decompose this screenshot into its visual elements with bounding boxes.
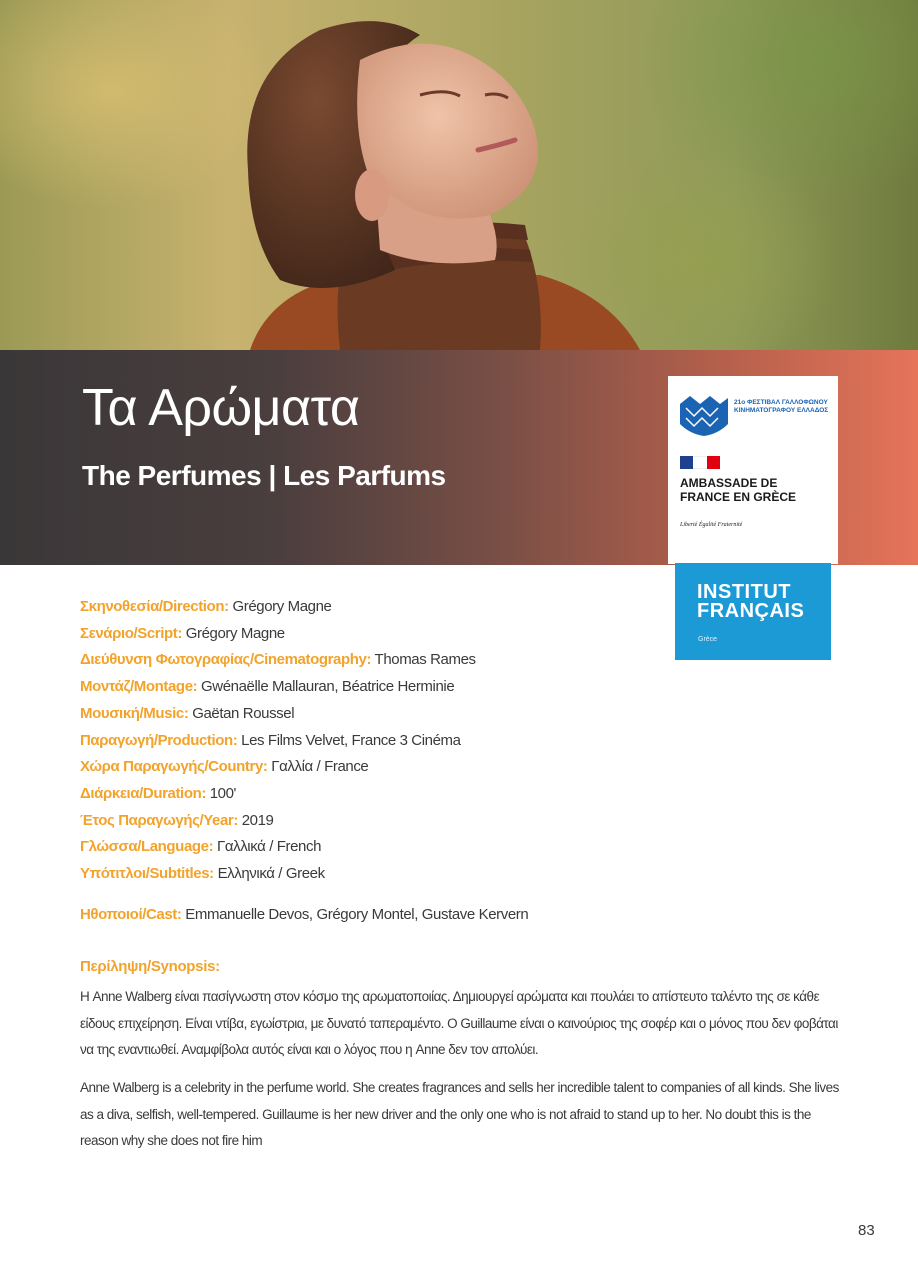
cast-value: Emmanuelle Devos, Grégory Montel, Gustave Kervern (181, 906, 529, 923)
credit-value: Grégory Magne (228, 598, 332, 615)
credit-duration (80, 781, 660, 808)
institut-francais-logo (675, 563, 831, 660)
synopsis-english: Anne Walberg is a celebrity in the perfume world. She creates fragrances and sells her incredible talent to companies of all kinds. She lives as a diva, selfish, well-tempered. Guillaume is her new driver and the only one who is not afraid to stand up to her. No doubt this is the reason why she does not fire him (80, 1080, 839, 1148)
credit-script (80, 621, 660, 648)
cast-label: Ηθοποιοί/Cast: (80, 906, 182, 923)
credit-value: 2019 (237, 811, 274, 829)
credit-subtitles (80, 861, 660, 888)
festival-logo-text: 21ο ΦΕΣΤΙΒΑΛ ΓΑΛΛΟΦΩΝΟΥ ΚΙΝΗΜΑΤΟΓΡΑΦΟΥ ΕΛΛΑΔΟΣ (734, 399, 829, 414)
credit-label: Έτος Παραγωγής/Year: (80, 811, 238, 829)
credit-cast (80, 902, 528, 928)
credit-year (80, 808, 660, 835)
institut-logo-subtitle: Grèce (698, 636, 718, 643)
credit-value: Gaëtan Roussel (188, 704, 295, 722)
credit-label: Σενάριο/Script: (80, 624, 182, 642)
credit-value: Γαλλικά / French (213, 838, 322, 856)
credit-language (80, 834, 660, 861)
credit-montage (80, 674, 660, 701)
credit-value: Grégory Magne (181, 624, 285, 642)
credit-value: Thomas Rames (371, 651, 476, 669)
credit-label: Διεύθυνση Φωτογραφίας/Cinematography: (80, 651, 372, 669)
credit-label: Μουσική/Music: (80, 704, 189, 722)
woman-portrait-illustration (0, 0, 918, 350)
film-title-translations: The Perfumes | Les Parfums (82, 460, 446, 491)
credits-list (80, 594, 660, 888)
credit-value: Ελληνικά / Greek (213, 865, 325, 883)
page-number: 83 (858, 1222, 875, 1239)
film-title-greek: Τα Αρώματα (82, 379, 360, 437)
credit-label: Παραγωγή/Production: (80, 731, 238, 749)
credit-country (80, 754, 660, 781)
credit-label: Χώρα Παραγωγής/Country: (80, 758, 268, 776)
credit-value: Γαλλία / France (267, 758, 369, 776)
french-flag-icon (680, 456, 720, 469)
credit-label: Υπότιτλοι/Subtitles: (80, 865, 214, 883)
film-still-photo (0, 0, 918, 350)
credit-label: Γλώσσα/Language: (80, 838, 214, 856)
credit-label: Διάρκεια/Duration: (80, 784, 206, 802)
credit-production (80, 728, 660, 755)
embassy-logo-text: AMBASSADE DE FRANCE EN GRÈCE (680, 476, 797, 504)
festival-logo-icon (678, 394, 730, 438)
embassy-motto: Liberté Égalité Fraternité (680, 522, 743, 528)
institut-logo-text: INSTITUT FRANÇAIS (697, 581, 805, 622)
credit-label: Μοντάζ/Montage: (80, 678, 198, 696)
credit-cinematography (80, 647, 660, 674)
credit-music (80, 701, 660, 728)
credit-direction (80, 594, 660, 621)
credit-label: Σκηνοθεσία/Direction: (80, 598, 229, 615)
synopsis-greek: Η Anne Walberg είναι πασίγνωστη στον κόσμο της αρωματοποιίας. Δημιουργεί αρώματα και πουλάει το απίστευτο ταλέντο της σε κάθε είδους επιχείρηση. Είναι ντίβα, εγωίστρια, με δυνατό ταπεραμέντο. Ο Guillaume είναι ο καινούριος της σοφέρ και ο μόνος που δεν φοβάται να της εναντιωθεί. Αναμφίβολα αυτός είναι και ο λόγος που η Anne δεν τον απολύει. (80, 989, 838, 1057)
credit-value: 100' (205, 784, 237, 802)
credit-value: Les Films Velvet, France 3 Cinéma (237, 731, 461, 749)
synopsis-heading: Περίληψη/Synopsis: (80, 958, 220, 975)
credit-value: Gwénaëlle Mallauran, Béatrice Herminie (197, 678, 455, 696)
partner-logos-panel (668, 376, 838, 564)
